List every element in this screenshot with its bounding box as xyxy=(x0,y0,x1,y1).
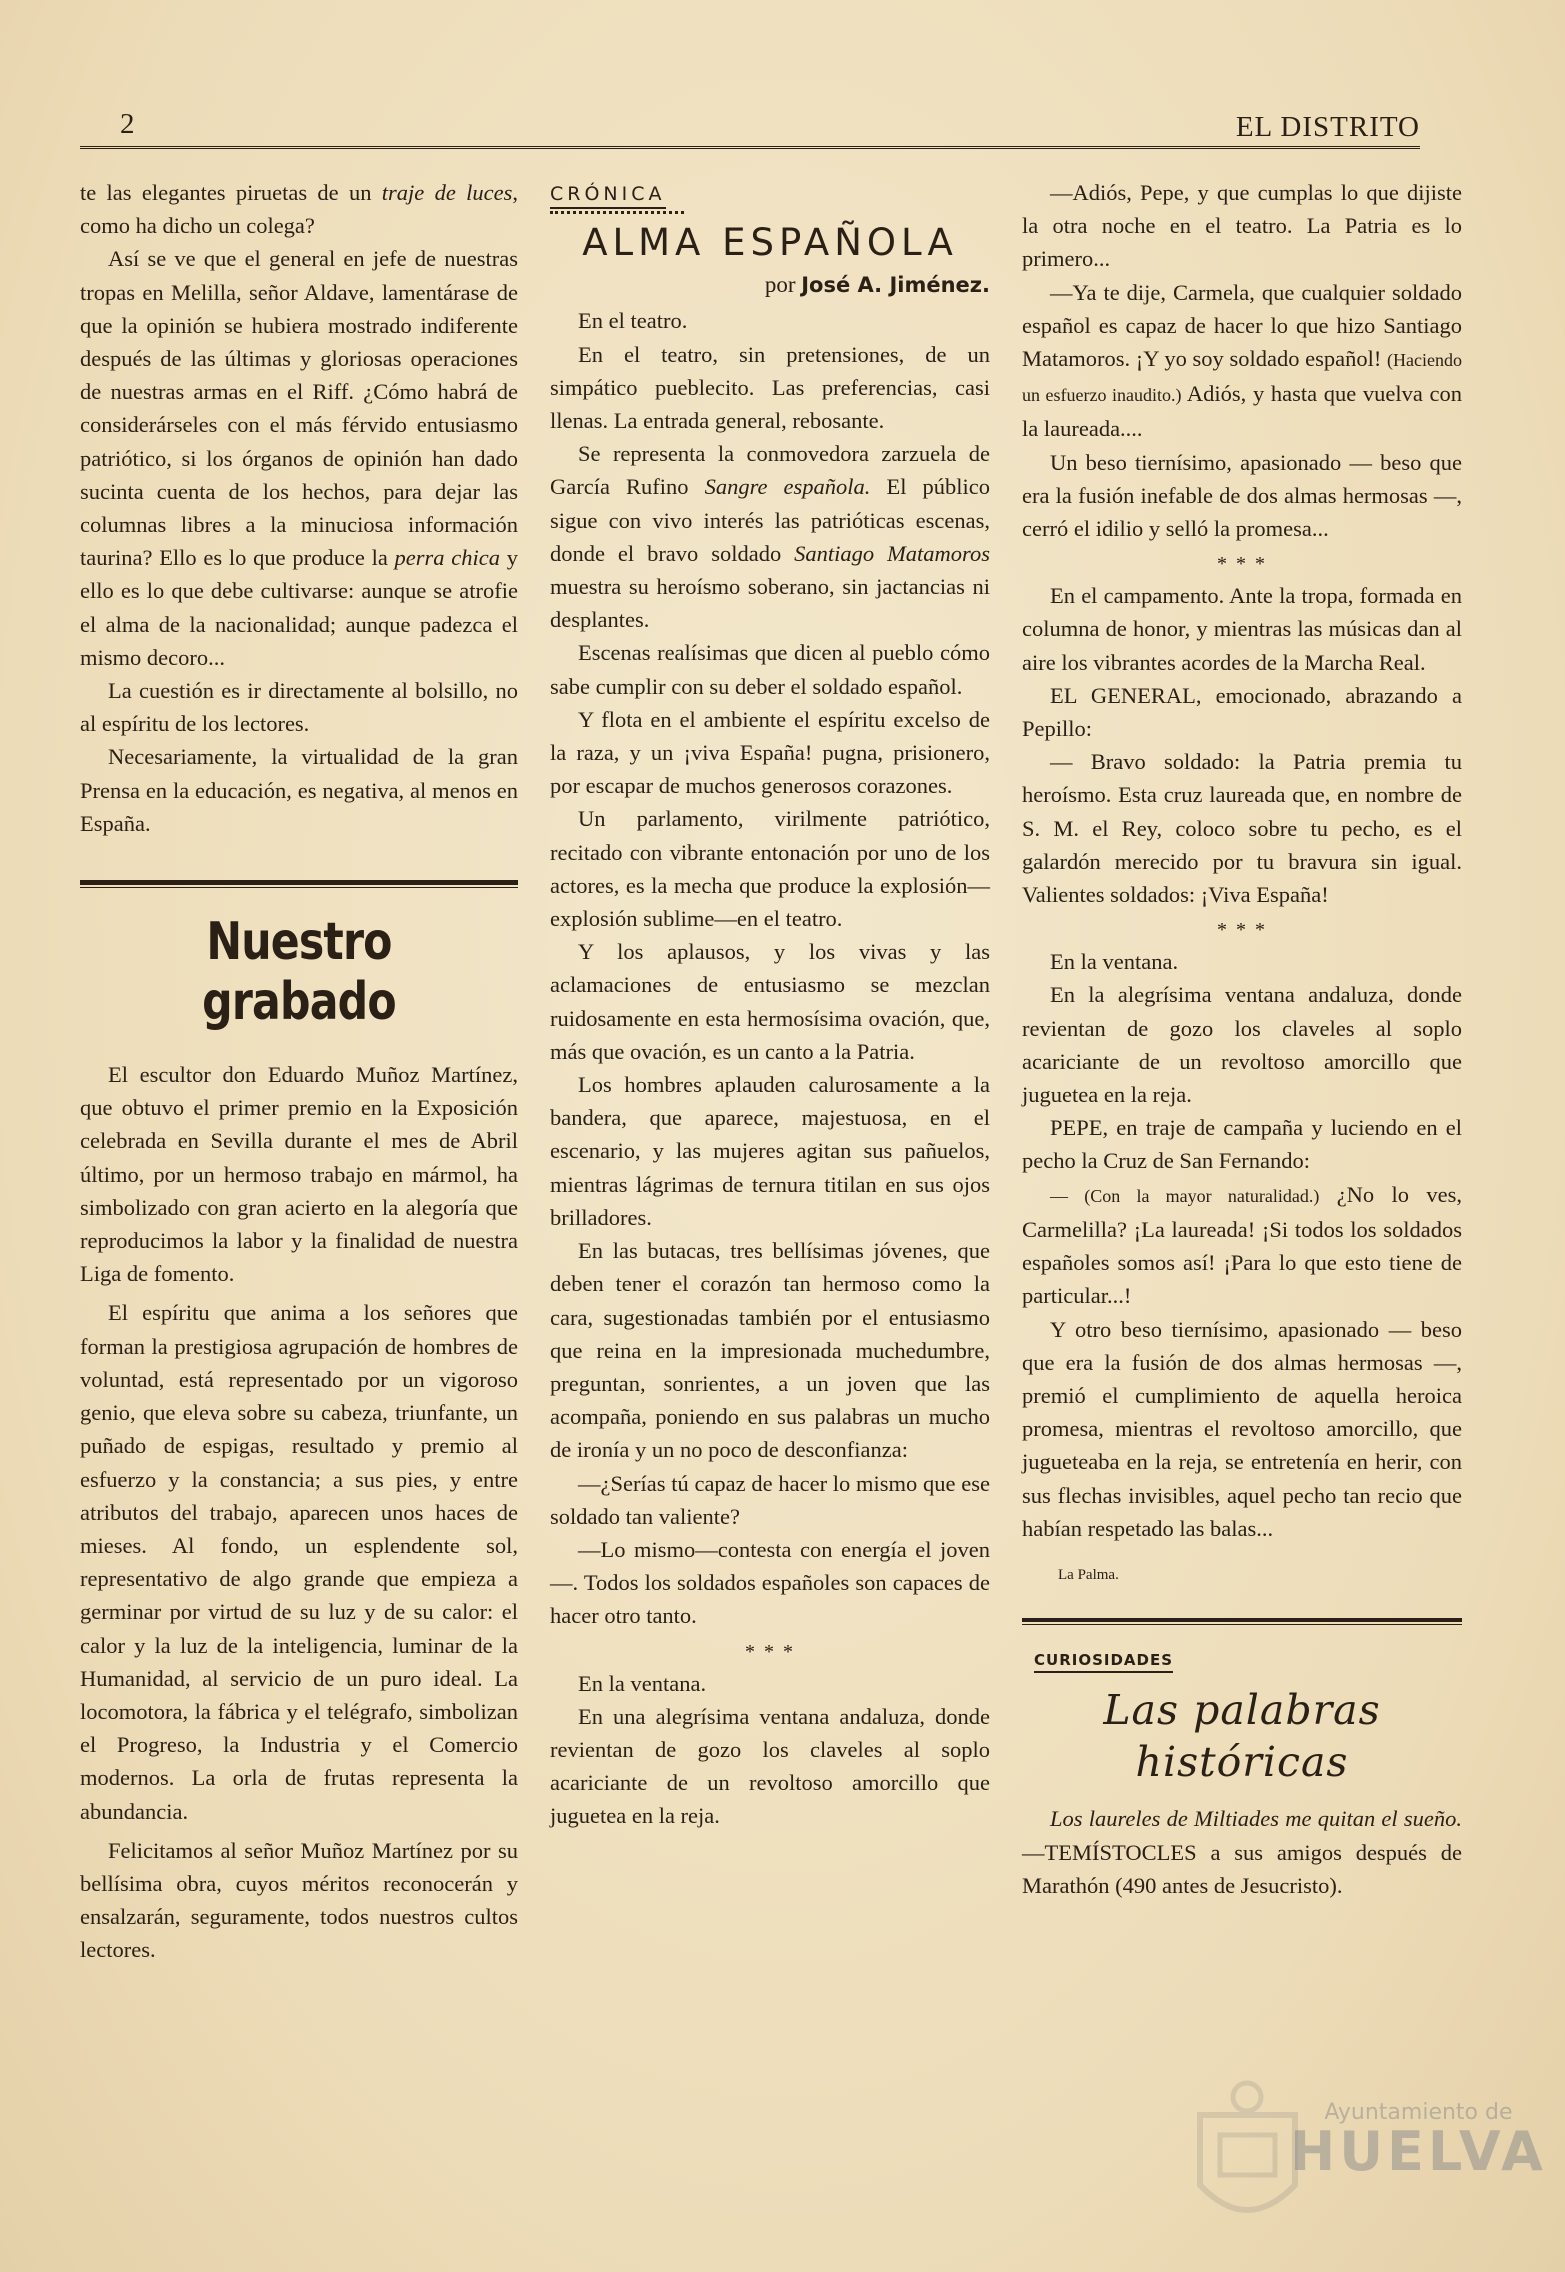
paragraph: La cuestión es ir directamente al bolsillo, no al espíritu de los lectores. xyxy=(80,678,518,737)
publication-name: EL DISTRITO xyxy=(1235,111,1420,143)
paragraph: En el teatro, sin pretensiones, de un simpático pueblecito. Las preferencias, casi llenas. La entrada general, rebosante. xyxy=(550,341,990,434)
paragraph: Un beso tiernísimo, apasionado — beso que era la fusión inefable de dos almas hermosas —, cerró el idilio y selló la promesa... xyxy=(1022,449,1462,542)
paragraph: — Bravo soldado: la Patria premia tu heroísmo. Esta cruz laureada que, en nombre de S. M. el Rey, coloco sobre tu pecho, es el galardón merecido por tu bravura sin igual. Valientes soldados: ¡Viva España! xyxy=(1022,749,1462,908)
section-kicker: CRÓNICA xyxy=(550,183,666,209)
section-divider xyxy=(1022,1618,1462,1625)
archive-watermark: Ayuntamiento de HUELVA xyxy=(1290,2100,1547,2183)
section-kicker: CURIOSIDADES xyxy=(1034,1650,1173,1673)
paragraph: Necesariamente, la virtualidad de la gran Prensa en la educación, es negativa, al menos en España. xyxy=(80,744,518,836)
section-separator-asterisks: * * * xyxy=(745,1640,795,1663)
signature: La Palma. xyxy=(1058,1566,1119,1583)
paragraph: Un parlamento, virilmente patriótico, recitado con vibrante entonación por uno de los actores, es la mecha que produce la explosión—explosión sublime—en el teatro. xyxy=(550,806,990,932)
paragraph: — (Con la mayor naturalidad.) ¿No lo ves, Carmelilla? ¡La laureada! ¡Si todos los soldados españoles somos así! ¡Para lo que esto tiene de particular...! xyxy=(1022,1181,1462,1309)
section-separator-asterisks: * * * xyxy=(1217,553,1267,576)
paragraph: Y los aplausos, y los vivas y las aclamaciones de entusiasmo se mezclan ruidosamente en esta hermosísima ovación, que, más que ovación, es un canto a la Patria. xyxy=(550,939,990,1064)
paragraph: —Lo mismo—contesta con energía el joven—. Todos los soldados españoles son capaces de hacer otro tanto. xyxy=(550,1536,990,1629)
section-separator-asterisks: * * * xyxy=(1217,919,1267,942)
paragraph: Y otro beso tiernísimo, apasionado — beso que era la fusión de dos almas hermosas —, premió el cumplimiento de aquella heroica promesa, mientras el revoltoso amorcillo, que jugueteaba en la reja, se entretenía en herir, con sus flechas invisibles, aquel pecho tan recio que habían respetado las balas... xyxy=(1022,1316,1462,1541)
paragraph: —¿Serías tú capaz de hacer lo mismo que ese soldado tan valiente? xyxy=(550,1470,990,1529)
paragraph: El espíritu que anima a los señores que forman la prestigiosa agrupación de hombres de voluntad, está representado por un vigoroso genio, que eleva sobre su cabeza, triunfante, un puñado de espigas, resultado y premio al esfuerzo y la constancia; a sus pies, y entre atributos del trabajo, aparecen unos haces de mieses. Al fondo, un esplendente sol, representativo de algo grande que empieza a germinar por virtud de su luz y de su calor: el calor y la luz de la inteligencia, luminar de la Humanidad, al servicio de un puro ideal. La locomotora, la fábrica y el telégrafo, simbolizan el Progreso, la Industria y el Comercio modernos. La orla de frutas representa la abundancia. xyxy=(80,1300,518,1824)
column-right xyxy=(1022,176,1462,1902)
paragraph: Así se ve que el general en jefe de nuestras tropas en Melilla, señor Aldave, lamentárase de que la opinión se hubiera mostrado indiferente después de las últimas y gloriosas operaciones de nuestras armas en el Riff. ¿Cómo habrá de considerárseles con el más férvido entusiasmo patriótico, si los órganos de opinión han dado sucinta cuenta de los hechos, para dejar las columnas libres a la minuciosa información taurina? Ello es lo que produce la perra chica y ello es lo que debe cultivarse: aunque se atrofie el alma de la nacionalidad; aunque padezca el mismo decoro... xyxy=(80,246,519,670)
page-header xyxy=(80,108,1420,148)
page-number: 2 xyxy=(120,108,135,140)
paragraph: Y flota en el ambiente el espíritu excelso de la raza, y un ¡viva España! pugna, prisionero, por escapar de muchos generosos corazones. xyxy=(550,706,990,799)
article-heading: Nuestro grabado xyxy=(202,912,396,1033)
quote-paragraph: Los laureles de Miltiades me quitan el sueño.—TEMÍSTOCLES a sus amigos después de Marathón (490 antes de Jesucristo). xyxy=(1022,1806,1462,1898)
paragraph: El escultor don Eduardo Muñoz Martínez, que obtuvo el primer premio en la Exposición celebrada en Sevilla durante el mes de Abril último, por un hermoso trabajo en mármol, ha simbolizado con gran acierto en la alegoría que reproducimos la labor y la finalidad de nuestra Liga de fomento. xyxy=(80,1062,518,1287)
paragraph: EL GENERAL, emocionado, abrazando a Pepillo: xyxy=(1022,682,1463,742)
scene-heading: En el campamento. Ante la tropa, formada en columna de honor, y mientras las músicas dan al aire los vibrantes acordes de la Marcha Real. xyxy=(1022,583,1462,675)
paragraph: En las butacas, tres bellísimas jóvenes, que deben tener el corazón tan hermoso como la cara, sugestionadas también por el entusiasmo que reina en la impresionada muchedumbre, preguntan, sonrientes, a un joven que las acompaña, poniendo en sus palabras un mucho de ironía y un no poco de desconfianza: xyxy=(550,1238,990,1463)
paragraph: Escenas realísimas que dicen al pueblo cómo sabe cumplir con su deber el soldado español. xyxy=(550,640,990,699)
article-title: ALMA ESPAÑOLA xyxy=(582,221,958,265)
paragraph: En la alegrísima ventana andaluza, donde revientan de gozo los claveles al soplo acariciante de un revoltoso amorcillo que juguetea en la reja. xyxy=(1022,982,1462,1108)
paragraph: —Ya te dije, Carmela, que cualquier soldado español es capaz de hacer lo que hizo Santiago Matamoros. ¡Y yo soy soldado español! (Haciendo un esfuerzo inaudito.) Adiós, y hasta que vuelva con la laureada.... xyxy=(1022,279,1462,442)
byline: por José A. Jiménez. xyxy=(764,272,990,298)
header-rule xyxy=(80,146,1420,151)
paragraph: Se representa la conmovedora zarzuela de García Rufino Sangre española. El público sigue con vivo interés las patrióticas escenas, donde el bravo soldado Santiago Matamoros muestra su heroísmo soberano, sin jactancias ni desplantes. xyxy=(550,441,990,633)
paragraph: PEPE, en traje de campaña y luciendo en el pecho la Cruz de San Fernando: xyxy=(1022,1115,1462,1174)
paragraph: En una alegrísima ventana andaluza, donde revientan de gozo los claveles al soplo acariciante de un revoltoso amorcillo que juguetea en la reja. xyxy=(550,1703,990,1829)
paragraph: te las elegantes piruetas de un traje de luces, como ha dicho un colega? xyxy=(80,180,518,239)
column-left xyxy=(80,176,518,1967)
section-divider xyxy=(80,880,518,888)
article-title: Las palabras históricas xyxy=(1103,1686,1381,1787)
scene-heading: En la ventana. xyxy=(1050,949,1179,975)
column-middle xyxy=(550,176,990,1833)
paragraph: Felicitamos al señor Muñoz Martínez por su bellísima obra, cuyos méritos reconocerán y ensalzarán, seguramente, todos nuestros cultos lectores. xyxy=(80,1837,518,1963)
scene-heading: En la ventana. xyxy=(578,1670,707,1696)
kicker-underline xyxy=(550,211,684,214)
scene-heading: En el teatro. xyxy=(578,308,688,334)
paragraph: Los hombres aplauden calurosamente a la bandera, que aparece, majestuosa, en el escenario, y las mujeres agitan sus pañuelos, mientras lágrimas de ternura titilan en sus ojos brilladores. xyxy=(550,1072,990,1230)
paragraph: —Adiós, Pepe, y que cumplas lo que dijiste la otra noche en el teatro. La Patria es lo primero... xyxy=(1022,180,1462,272)
